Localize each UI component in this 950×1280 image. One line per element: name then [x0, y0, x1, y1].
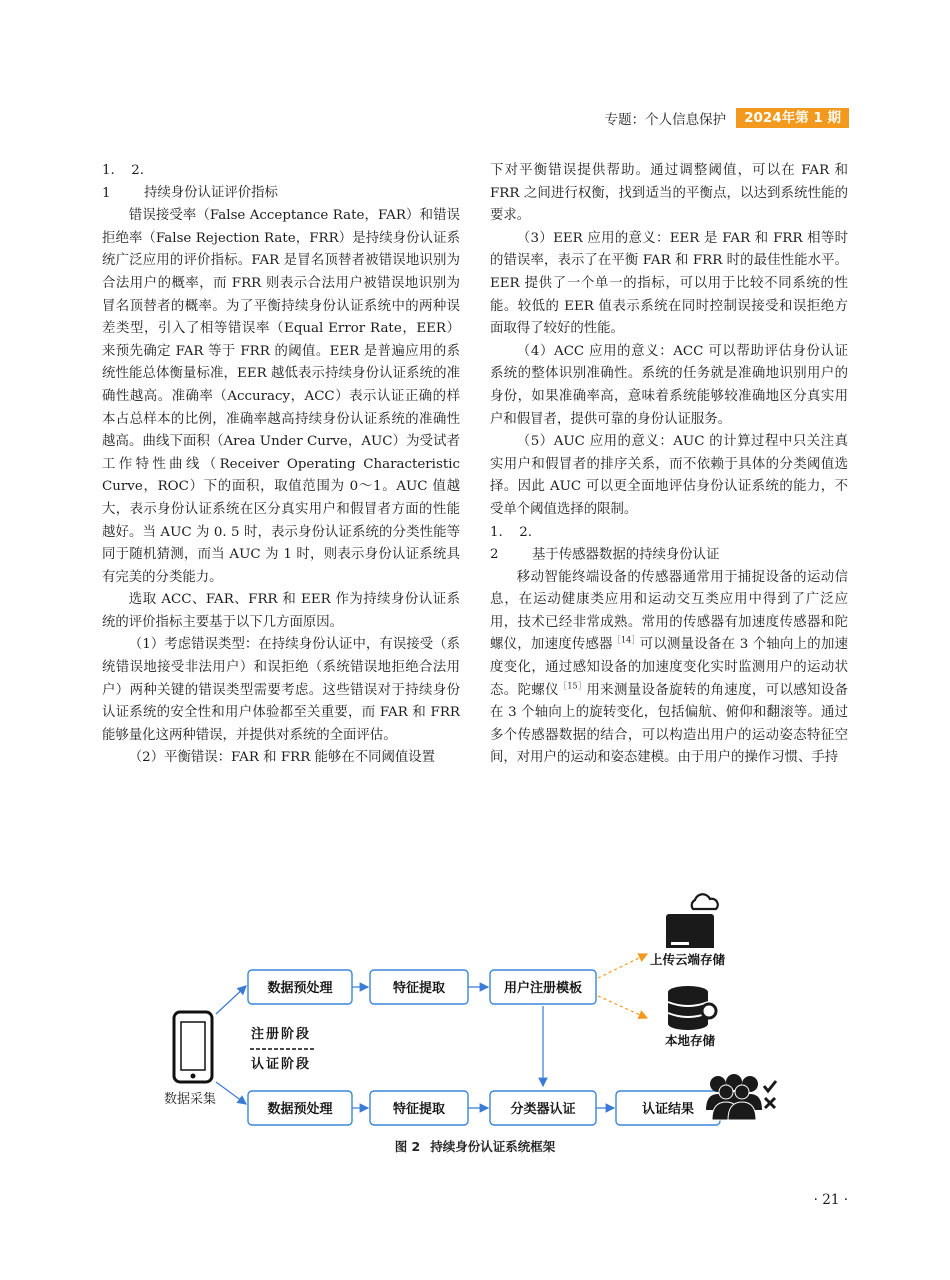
- data-collection-label: 数据采集: [164, 1092, 217, 1107]
- figure-framework: [150, 888, 800, 1148]
- paragraph: （4）ACC 应用的意义：ACC 可以帮助评估身份认证系统的整体识别准确性。系统的任务就是准确地识别用户的身份，如果准确率高，意味着系统能够较准确地区分真实用户和假冒者，提供可靠的身份认证服务。: [490, 343, 848, 427]
- box-reg-preprocess-label: 数据预处理: [267, 981, 333, 996]
- paragraph: 选取 ACC、FAR、FRR 和 EER 作为持续身份认证系统的评价指标主要基于以下几方面原因。: [102, 592, 460, 630]
- paragraph-text: 移动智能终端设备的传感器通常用于捕捉设备的运动信息，在运动健康类应用和运动交互类应用中得到了广泛应用，技术已经非常成熟。常用的传感器有加速度传感器和陀螺仪，加速度传感器: [490, 569, 848, 653]
- section-title: 持续身份认证评价指标: [144, 185, 278, 201]
- paragraph: [490, 567, 848, 770]
- local-storage-label: 本地存储: [665, 1033, 716, 1048]
- box-auth-classifier-label: 分类器认证: [510, 1102, 576, 1117]
- figure-title: 持续身份认证系统框架: [430, 1139, 556, 1154]
- cloud-storage-icon: [666, 894, 718, 948]
- section-number: 1. 2. 1: [102, 163, 144, 201]
- section-title: 基于传感器数据的持续身份认证: [532, 547, 720, 563]
- box-reg-template-label: 用户注册模板: [503, 981, 583, 996]
- phone-icon: [174, 1012, 212, 1082]
- box-auth-result-label: 认证结果: [641, 1102, 695, 1117]
- paragraph: 错误接受率（False Acceptance Rate，FAR）和错误拒绝率（False Rejection Rate，FRR）是持续身份认证系统广泛应用的评价指标。FAR 是冒名顶替者被错误地识别为合法用户的概率，而 FRR 则表示合法用户被错误地识别为冒名顶替者的概率。为了平衡持续身份认证系统中的两种误差类型，引入了相等错误率（Equal Error Rate，EER）来预先确定 FAR 等于 FRR 的阈值。EER 是普遍应用的系统性能总体衡量标准，EER 越低表示持续身份认证系统的准确性越高。准确率（Accuracy，ACC）表示认证正确的样本占总样本的比例，准确率越高持续身份认证系统的准确性越高。曲线下面积（Area Under Curve，AUC）为受试者工作特性曲线（Receiver Operating Characteristic Curve，ROC）下的面积，取值范围为 0～1。AUC 值越大，表示身份认证系统在区分真实用户和假冒者方面的性能越好。当 AUC 为 0. 5 时，表示身份认证系统的分类性能等同于随机猜测，而当 AUC 为 1 时，则表示身份认证系统具有完美的分类能力。: [102, 208, 460, 585]
- citation-ref: ［15］: [558, 681, 587, 691]
- box-auth-preprocess-label: 数据预处理: [267, 1102, 333, 1117]
- paragraph-text: 可以测量设备在 3 个轴向上的加速度变化，通过感知设备的加速度变化实时监测用户的运动状态。陀螺仪: [490, 637, 848, 698]
- database-key-icon: [668, 986, 716, 1030]
- section-number: 1. 2. 2: [490, 524, 532, 563]
- cloud-storage-label: 上传云端存储: [650, 952, 726, 967]
- box-auth-feature-label: 特征提取: [392, 1102, 446, 1117]
- register-phase-label: 注册阶段: [251, 1027, 312, 1042]
- user-group-icon: [706, 1074, 762, 1120]
- box-reg-feature-label: 特征提取: [392, 981, 446, 996]
- section-heading: [102, 160, 460, 205]
- figure-caption: [0, 1137, 950, 1155]
- paragraph: 下对平衡错误提供帮助。通过调整阈值，可以在 FAR 和 FRR 之间进行权衡，找到适当的平衡点，以达到系统性能的要求。: [490, 163, 848, 224]
- figure-number: 图 2: [394, 1139, 421, 1154]
- right-column: [490, 160, 848, 770]
- auth-phase-label: 认证阶段: [251, 1057, 312, 1072]
- paragraph: （1）考虑错误类型：在持续身份认证中，有误接受（系统错误地接受非法用户）和误拒绝（系统错误地拒绝合法用户）两种关键的错误类型需要考虑。这些错误对于持续身份认证系统的安全性和用户体验都至关重要，而 FAR 和 FRR 能够量化这两种错误，并提供对系统的全面评估。: [102, 637, 460, 743]
- left-column: [102, 160, 460, 770]
- section-heading: [490, 522, 848, 567]
- paragraph: （5）AUC 应用的意义：AUC 的计算过程中只关注真实用户和假冒者的排序关系，而不依赖于具体的分类阈值选择。因此 AUC 可以更全面地评估身份认证系统的能力，不受单个阈值选择的限制。: [490, 434, 848, 517]
- page-number: · 21 ·: [813, 1192, 848, 1208]
- paragraph: （3）EER 应用的意义：EER 是 FAR 和 FRR 相等时的错误率，表示了在平衡 FAR 和 FRR 时的最佳性能水平。EER 提供了一个单一的指标，可以用于比较不同系统的性能。较低的 EER 值表示系统在同时控制误接受和误拒绝方面取得了较好的性能。: [490, 230, 848, 337]
- paragraph: （2）平衡错误：FAR 和 FRR 能够在不同阈值设置: [128, 750, 436, 766]
- page-header: [605, 108, 849, 128]
- cross-icon: [765, 1098, 775, 1108]
- journal-topic: 专题：个人信息保护: [604, 112, 727, 128]
- check-icon: [764, 1081, 776, 1091]
- citation-ref: ［14］: [612, 636, 640, 645]
- framework-diagram: [150, 888, 800, 1148]
- paragraph-text: 用来测量设备旋转的角速度，可以感知设备在 3 个轴向上的旋转变化，包括偏航、俯仰和翻滚等。通过多个传感器数据的结合，可以构造出用户的运动姿态特征空间，对用户的运动和姿态建模。由于用户的操作习惯、手持: [490, 682, 849, 766]
- issue-badge: 2024年第 1 期: [736, 108, 849, 128]
